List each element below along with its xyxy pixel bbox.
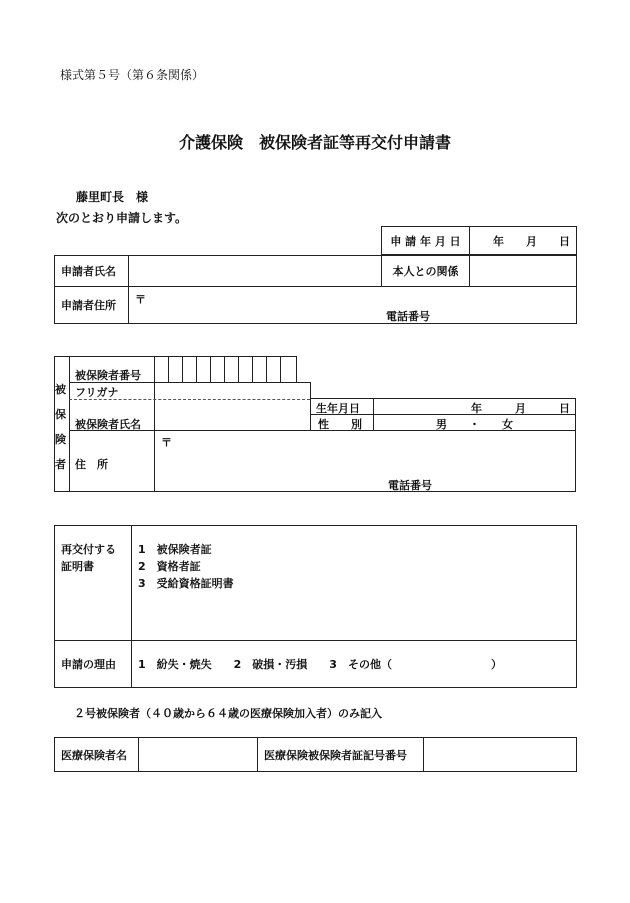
- reissue-cert-label-line2: 証明書: [61, 560, 94, 573]
- form-number: 様式第５号（第６条関係）: [60, 68, 205, 82]
- birth-label: 生年月日: [316, 402, 360, 415]
- furigana-field[interactable]: [155, 383, 310, 399]
- insured-address-label: 住 所: [75, 458, 108, 471]
- insured-address-field[interactable]: [155, 431, 575, 491]
- cert-option[interactable]: 2 資格者証: [138, 560, 201, 573]
- application-date-table: [381, 226, 577, 255]
- insured-side-char: 被: [55, 383, 66, 396]
- applicant-table: [54, 255, 577, 324]
- insured-side-char: 険: [55, 433, 66, 446]
- application-date-label: 申 請 年 月 日: [382, 227, 470, 255]
- cert-option[interactable]: 3 受給資格証明書: [138, 577, 234, 590]
- birth-field[interactable]: 年 月 日: [471, 402, 570, 415]
- cert-option[interactable]: 1 被保険者証: [138, 543, 212, 556]
- sex-label: 性 別: [318, 418, 362, 431]
- relation-field[interactable]: [470, 256, 577, 287]
- postal-mark: 〒: [135, 293, 146, 306]
- reissue-cert-options: [132, 526, 577, 641]
- applicant-address-field[interactable]: [129, 287, 577, 324]
- reissue-cert-label: [55, 526, 132, 641]
- applicant-name-field[interactable]: [129, 256, 382, 287]
- sex-field[interactable]: 男 ・ 女: [436, 418, 513, 431]
- reissue-cert-label-line1: 再交付する: [61, 543, 116, 556]
- reissue-table: [54, 525, 577, 688]
- reason-options[interactable]: 1 紛失・焼失 2 破損・汚損 3 その他（ ）: [132, 641, 577, 688]
- medical-insurance-table: [54, 737, 577, 772]
- application-date-field[interactable]: 年 月 日: [470, 227, 577, 255]
- insured-block: [54, 356, 576, 492]
- insured-side-char: 保: [55, 408, 66, 421]
- type2-note: ２号被保険者（４０歳から６４歳の医療保険加入者）のみ記入: [74, 707, 382, 720]
- postal-mark: 〒: [161, 436, 172, 449]
- intro-text: 次のとおり申請します。: [56, 211, 188, 225]
- addressee: 藤里町長 様: [76, 190, 149, 204]
- page-title: 介護保険 被保険者証等再交付申請書: [178, 133, 451, 152]
- insured-name-label: 被保険者氏名: [75, 418, 141, 431]
- cert-number-label: 医療保険被保険者証記号番号: [258, 738, 424, 772]
- insurer-field[interactable]: [139, 738, 258, 772]
- insured-number-label: 被保険者番号: [75, 369, 141, 382]
- cert-number-field[interactable]: [424, 738, 577, 772]
- relation-label: 本人との関係: [382, 256, 470, 287]
- applicant-name-label: 申請者氏名: [55, 256, 129, 287]
- insured-name-field[interactable]: [155, 400, 310, 430]
- insurer-label: 医療保険者名: [55, 738, 139, 772]
- insured-side-char: 者: [55, 458, 66, 471]
- applicant-phone-label: 電話番号: [386, 310, 430, 323]
- furigana-label: フリガナ: [75, 386, 119, 399]
- insured-phone-label: 電話番号: [388, 479, 432, 492]
- insured-number-field[interactable]: [154, 356, 296, 382]
- applicant-address-label: 申請者住所: [55, 287, 129, 324]
- reason-label: 申請の理由: [55, 641, 132, 688]
